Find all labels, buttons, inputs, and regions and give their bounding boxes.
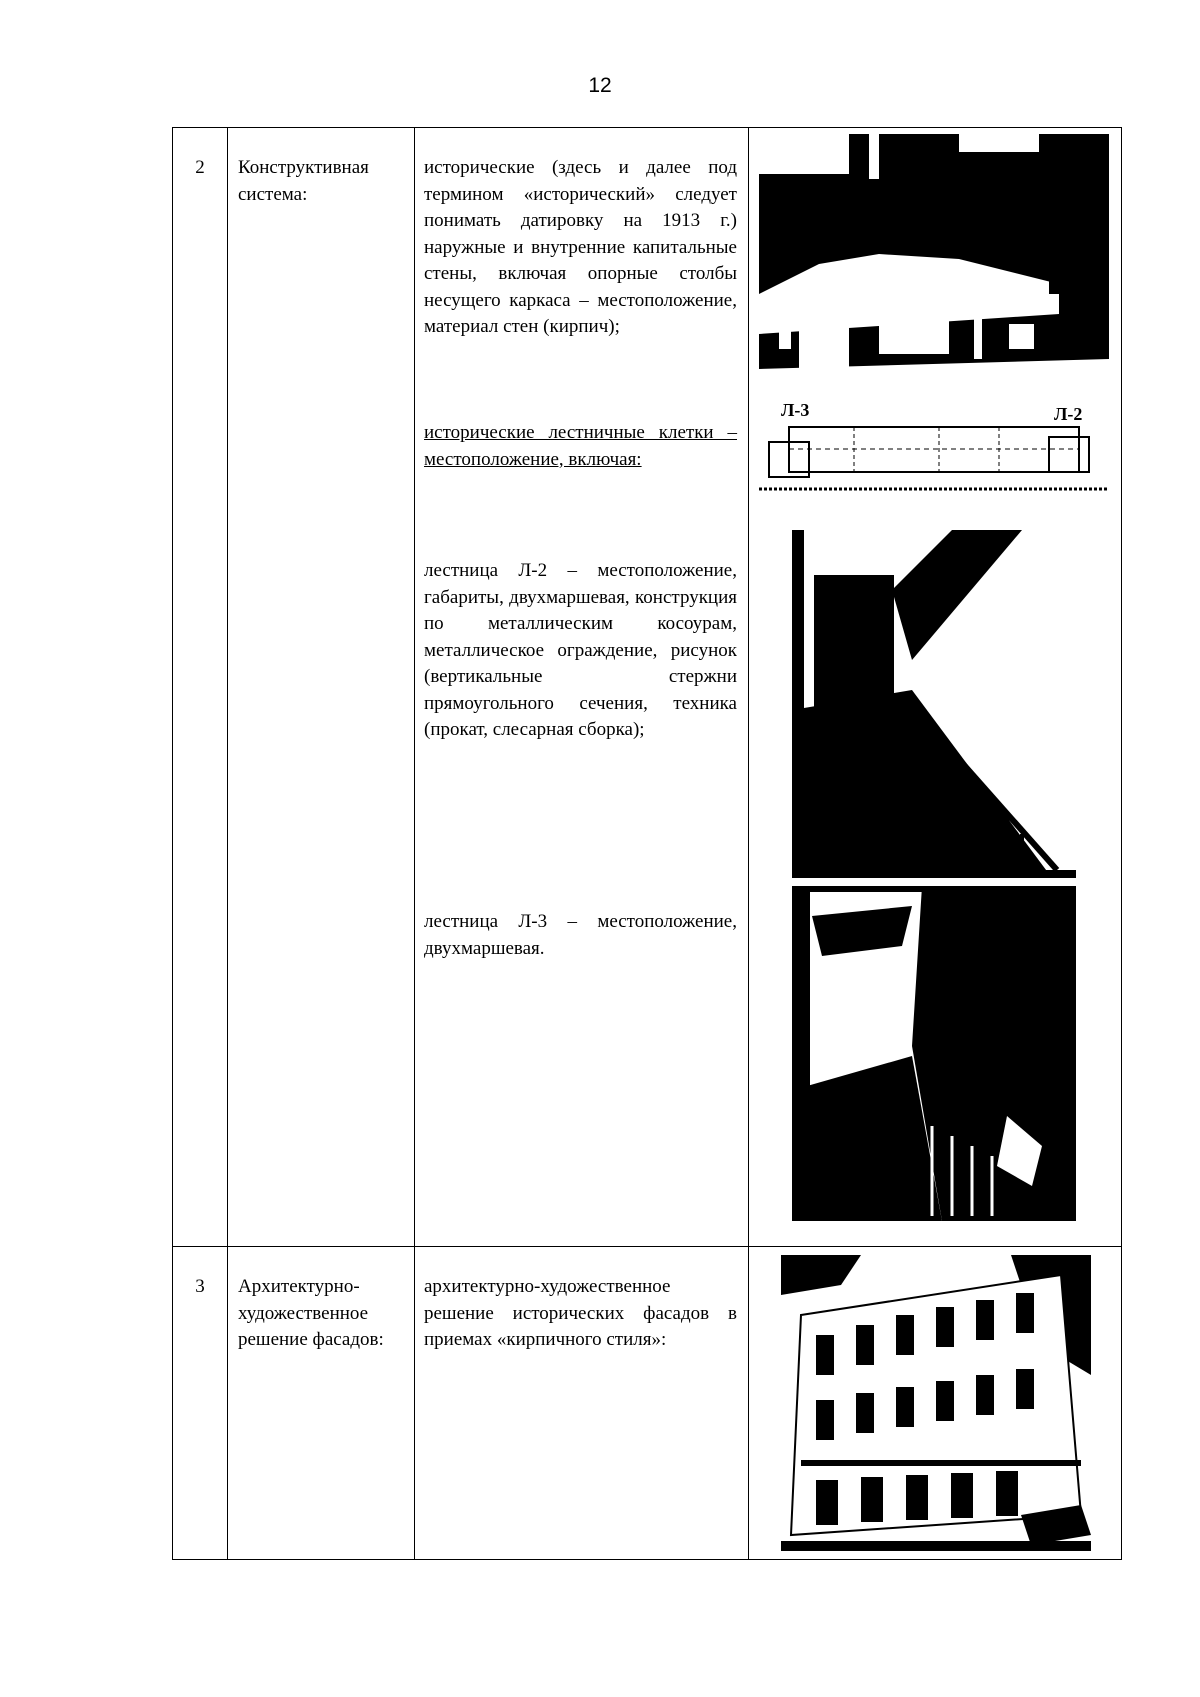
facades-paragraph: архитектурно-художественное решение исторических фасадов в приемах «кирпичного стиля»: [424,1276,737,1350]
staircase-l3-photo [792,886,1076,1221]
table-row-3 [173,1247,1122,1560]
interior-walls-photo [759,134,1109,389]
row-images-cell [749,1247,1122,1560]
staircase-l2-photo [792,530,1076,878]
row-description-cell [415,128,749,1247]
row-name-cell [228,1247,415,1560]
page-number: 12 [588,74,612,97]
staircases-paragraph: исторические лестничные клетки – местоположение, включая: [424,422,737,470]
plan-label-l3: Л-3 [781,400,810,420]
facade-photo [781,1255,1091,1551]
walls-paragraph: исторические (здесь и далее под термином «исторический» следует понимать датировку на 1913 г.) наружные и внутренние капитальные стены, включая опорные столбы несущего каркаса – местоположение, материал стен (кирпич); [424,157,737,337]
plan-label-l2: Л-2 [1054,404,1083,424]
row-name: Конструктивная система: [238,157,369,205]
row-name-cell [228,128,415,1247]
row-description-cell [415,1247,749,1560]
row-number-cell [173,128,228,1247]
row-images-cell [749,128,1122,1247]
table-row-2 [173,128,1122,1247]
staircases-floor-plan [759,397,1109,497]
staircase-l2-paragraph: лестница Л-2 – местоположение, габариты, двухмаршевая, конструкция по металлическим косоурам, металлическое ограждение, рисунок (вертикальные стержни прямоугольного сечения, техника (прокат, слесарная сборка); [424,560,737,740]
row-number: 2 [195,157,205,178]
row-number: 3 [195,1276,205,1297]
row-number-cell [173,1247,228,1560]
row-name: Архитектурно-художественное решение фасадов: [238,1276,384,1350]
staircase-l3-paragraph: лестница Л-3 – местоположение, двухмаршевая. [424,911,737,959]
protection-subject-table [172,127,1122,1560]
